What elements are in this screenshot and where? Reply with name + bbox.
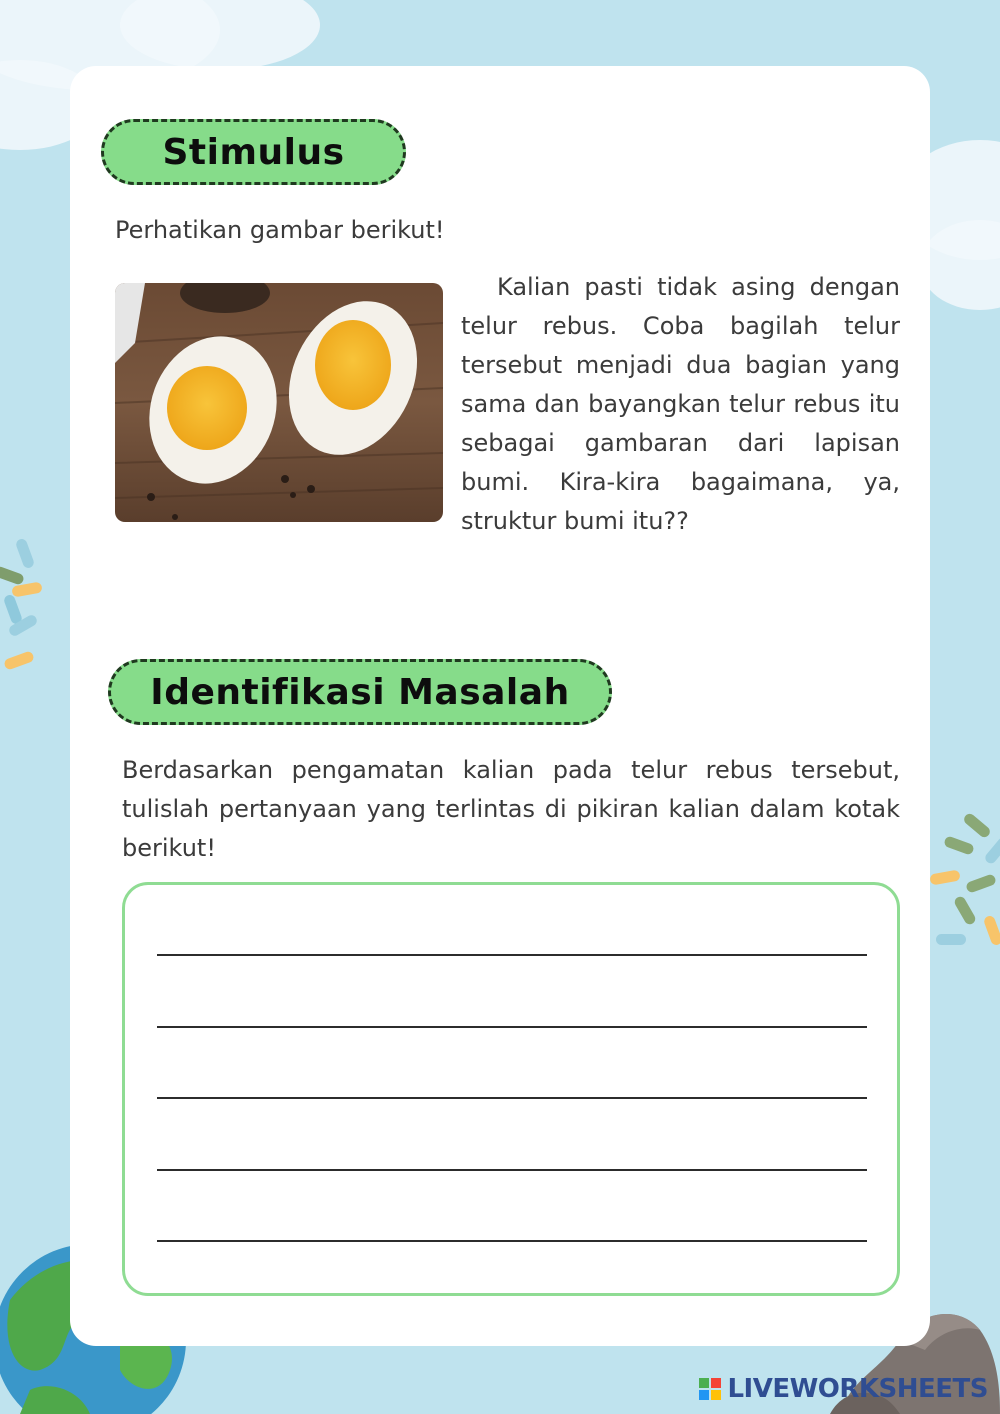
answer-line-3[interactable] (157, 1097, 867, 1099)
identifikasi-instruction: Berdasarkan pengamatan kalian pada telur rebus tersebut, tulislah pertanyaan yang terlintas di pikiran kalian dalam kotak berikut! (122, 756, 900, 862)
watermark-text: LIVEWORKSHEETS (727, 1374, 988, 1404)
liveworksheets-logo-icon (699, 1378, 721, 1400)
liveworksheets-watermark (699, 1372, 988, 1406)
stimulus-paragraph: Kalian pasti tidak asing dengan telur rebus. Coba bagilah telur tersebut menjadi dua bagian yang sama dan bayangkan telur rebus itu sebagai gambaran dari lapisan bumi. Kira-kira bagaimana, ya, struktur bumi itu?? (461, 273, 900, 535)
identifikasi-heading: Identifikasi Masalah (108, 659, 612, 725)
answer-line-1[interactable] (157, 954, 867, 956)
stimulus-heading: Stimulus (101, 119, 406, 185)
answer-box[interactable] (122, 882, 900, 1296)
answer-line-2[interactable] (157, 1026, 867, 1028)
stimulus-instruction: Perhatikan gambar berikut! (115, 216, 445, 244)
answer-line-5[interactable] (157, 1240, 867, 1242)
boiled-egg-photo (115, 283, 443, 522)
answer-line-4[interactable] (157, 1169, 867, 1171)
